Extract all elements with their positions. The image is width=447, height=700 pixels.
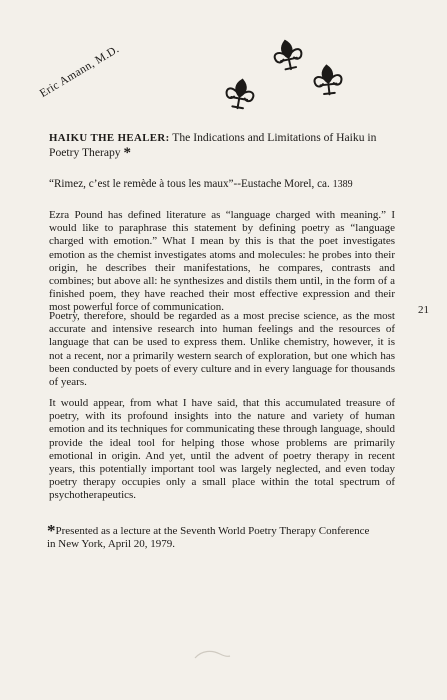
footnote-asterisk: * — [123, 144, 131, 161]
fleur-de-lis-icon — [270, 36, 306, 74]
footnote — [47, 521, 377, 551]
footnote-text: Presented as a lecture at the Seventh World Poetry Therapy Conference in New York, April 20, 1979. — [47, 525, 370, 551]
body-paragraph: Poetry, therefore, should be regarded as a most precise science, as the most accurate and intensive research into human feelings and the resources of language that can be used to express them. Unlike chemistry, however, it is not a recent, nor a primarily western search of exploration, but one which has been conducted by poets of every culture and in every language for thousands of years. — [49, 310, 395, 389]
epigraph-year: 1389 — [332, 179, 353, 190]
title-heading: HAIKU THE HEALER: — [49, 132, 170, 144]
title-subtitle: The Indications and Limitations of Haiku in Poetry Therapy — [49, 131, 377, 159]
fleur-de-lis-icon — [310, 61, 346, 99]
author-byline: Eric Amann, M.D. — [37, 43, 122, 100]
body-paragraph: Ezra Pound has defined literature as “language charged with meaning.” I would like to paraphrase this statement by defining poetry as “language charged with emotion.” What I mean by this is that the poet investigates emotion as the chemist investigates atoms and molecules: he probes into their origin, he describes their manifestations, he compares, contrasts and combines; but above all: he synthesizes and distils them until, in the form of a finished poem, they have reached their most effective expression and their most powerful force of communication. — [49, 209, 395, 314]
page-number: 21 — [418, 304, 429, 316]
article-title — [49, 131, 394, 160]
body-paragraph: It would appear, from what I have said, that this accumulated treasure of poetry, with its profound insights into the nature and variety of human emotion and its techniques for communicating these through language, should provide the ideal tool for helping those whose problems are primarily emotional in origin. And yet, until the advent of poetry therapy in recent years, this potentially important tool was largely neglected, and even today poetry therapy occupies only a small place within the total spectrum of psychotherapeutics. — [49, 397, 395, 502]
footnote-asterisk: * — [47, 521, 56, 540]
epigraph-quote: “Rimez, c’est le remède à tous les maux”--Eustache Morel, ca. — [49, 178, 333, 190]
epigraph — [49, 178, 399, 190]
fleur-de-lis-icon — [222, 75, 258, 113]
paper-smudge — [192, 648, 232, 662]
